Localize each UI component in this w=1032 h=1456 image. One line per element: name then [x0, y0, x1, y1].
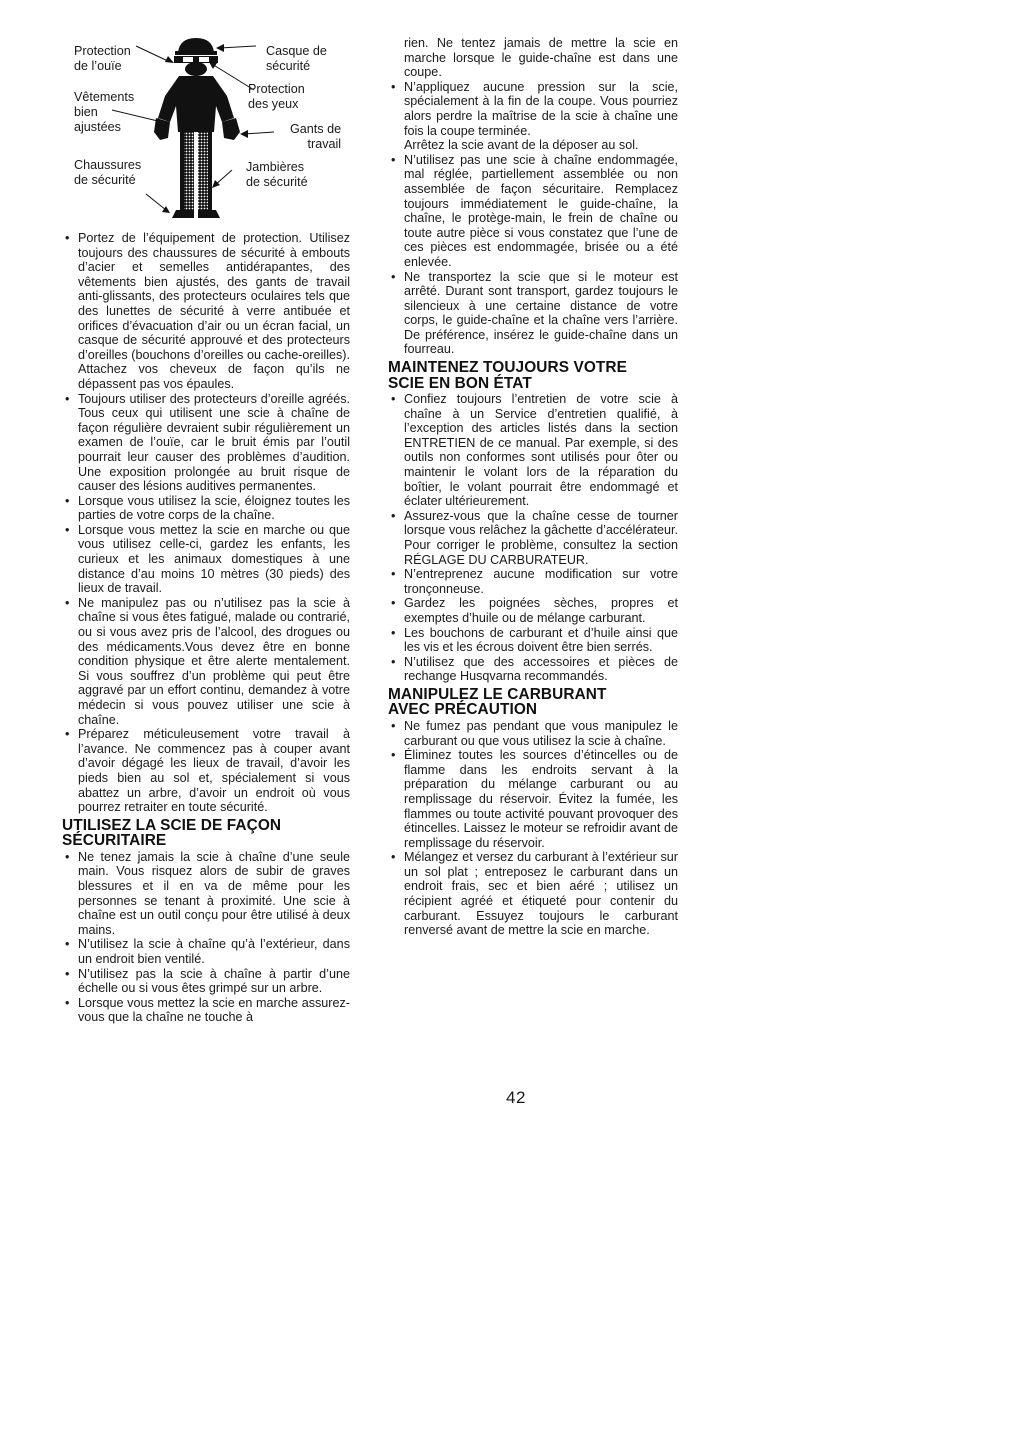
list-item: • N’utilisez pas une scie à chaîne endommagée, mal réglée, partiellement assemblée ou non assemblée de façon sécuritaire. Remplacez toujours immédiatement le guide-chaîne, la chaîne, le protège-main, le frein de chaîne ou toute autre pièce si vous constatez que l’une de ces pièces est endommagée, brisée ou a été enlevée.: [388, 153, 678, 270]
safety-equipment-figure: [62, 36, 350, 226]
list-item: • Lorsque vous utilisez la scie, éloignez toutes les parties de votre corps de la chaîne.: [62, 494, 350, 523]
fuel-handling-bullet-list: [388, 719, 678, 938]
list-item: • Ne tenez jamais la scie à chaîne d’une seule main. Vous risquez alors de subir de graves blessures et il en va de même pour les personnes se tenant à proximité. Une scie à chaîne est un outil conçu pour être utilisé à deux mains.: [62, 850, 350, 938]
label-safety-leggings: Jambières de sécurité: [246, 160, 308, 189]
label-hearing-protection: Protection de l’ouïe: [74, 44, 131, 73]
section-heading-maintenance: MAINTENEZ TOUJOURS VOTRE SCIE EN BON ÉTAT: [388, 359, 627, 392]
list-item: • Lorsque vous mettez la scie en marche assurez-vous que la chaîne ne touche à: [62, 996, 350, 1025]
label-safety-boots: Chaussures de sécurité: [74, 158, 142, 187]
list-item: • N’utilisez la scie à chaîne qu’à l’extérieur, dans un endroit bien ventilé.: [62, 937, 350, 966]
continued-text: rien. Ne tentez jamais de mettre la scie en marche lorsque le guide-chaîne est dans une coupe.: [404, 36, 678, 80]
list-item: • Portez de l’équipement de protection. Utilisez toujours des chaussures de sécurité à embouts d’acier et semelles antidérapantes, des vêtements bien ajustés, des gants de travail anti-glissants, des protecteurs oculaires tels que des lunettes de sécurité à verre antibuée et orifices d’évacuation d’air ou un écran facial, un casque de sécurité approuvé et des protecteurs d’oreilles (bouchons d’oreilles ou cache-oreilles). Attachez vos cheveux de façon qu’ils ne dépassent pas vos épaules.: [62, 231, 350, 392]
list-item: • Ne transportez la scie que si le moteur est arrêté. Durant sont transport, gardez toujours le silencieux à une certaine distance de votre corps, le guide-chaîne et la chaîne vers l’arrière. De préférence, insérez le guide-chaîne dans un fourreau.: [388, 270, 678, 358]
list-item: • Assurez-vous que la chaîne cesse de tourner lorsque vous relâchez la gâchette d’accélérateur. Pour corriger le problème, consultez la section RÉGLAGE DU CARBURATEUR.: [388, 509, 678, 567]
safety-gear-bullet-list: [62, 231, 350, 815]
label-work-gloves: Gants de travail: [290, 122, 342, 151]
list-item: • Toujours utiliser des protecteurs d’oreille agréés. Tous ceux qui utilisent une scie à chaîne de façon régulière devraient subir régulièrement un examen de l’ouïe, car le bruit émis par l’outil pourrait leur causer des problèmes d’audition. Une exposition prolongée au bruit risque de causer des lésions auditives permanentes.: [62, 392, 350, 494]
list-item: • N’appliquez aucune pression sur la scie, spécialement à la fin de la coupe. Vous pourriez alors perdre la maîtrise de la scie à chaîne une fois la coupe terminée.: [388, 80, 678, 138]
safe-use-bullet-list: [62, 850, 350, 1025]
sub-note: Arrêtez la scie avant de la déposer au sol.: [404, 138, 639, 153]
list-item: • N’entreprenez aucune modification sur votre tronçonneuse.: [388, 567, 678, 596]
label-eye-protection: Protection des yeux: [248, 82, 305, 111]
list-item: • Ne fumez pas pendant que vous manipulez le carburant ou que vous utilisez la scie à chaîne.: [388, 719, 678, 748]
list-item: • Ne manipulez pas ou n’utilisez pas la scie à chaîne si vous êtes fatigué, malade ou contrarié, ou si vous avez pris de l’alcool, des drogues ou des médicaments.Vous devez être en bonne condition physique et être alerte mentalement. Si vous souffrez d’un problème qui peut être aggravé par un effort continu, demandez à votre médecin si vous pouvez utiliser une scie à chaîne.: [62, 596, 350, 727]
list-item: • N’utilisez que des accessoires et pièces de rechange Husqvarna recommandés.: [388, 655, 678, 684]
list-item: • Lorsque vous mettez la scie en marche ou que vous utilisez celle-ci, gardez les enfants, les curieux et les animaux domestiques à une distance d’au moins 10 mètres (30 pieds) des lieux de travail.: [62, 523, 350, 596]
label-fitted-clothing: Vêtements bien ajustées: [74, 90, 135, 134]
section-heading-safe-use: UTILISEZ LA SCIE DE FAÇON SÉCURITAIRE: [62, 816, 282, 850]
right-column: [388, 36, 678, 938]
label-safety-helmet: Casque de sécurité: [266, 44, 327, 73]
list-item: • Préparez méticuleusement votre travail à l’avance. Ne commencez pas à couper avant d’avoir dégagé les lieux de travail, d’avoir les pieds bien au sol et, spécialement si vous abattez un arbre, d’avoir un endroit où vous pourrez retraiter en toute sécurité.: [62, 727, 350, 815]
section-heading-fuel-handling: MANIPULEZ LE CARBURANT AVEC PRÉCAUTION: [388, 685, 607, 719]
list-item: • Confiez toujours l’entretien de votre scie à chaîne à un Service d’entretien qualifié, à l’exception des articles listés dans la section ENTRETIEN de ce manual. Par exemple, si des outils non conformes sont utilisés pour ôter ou maintenir le volant lors de la réparation du boîtier, le volant pourrait être endommagé et éclater ultérieurement.: [388, 392, 678, 509]
left-column: [62, 36, 350, 1025]
safe-use-bullet-list-more: [388, 153, 678, 357]
safe-use-bullet-list-continued: [388, 80, 678, 138]
list-item: • Gardez les poignées sèches, propres et exemptes d’huile ou de mélange carburant.: [388, 596, 678, 625]
list-item: • Éliminez toutes les sources d’étincelles ou de flamme dans les endroits servant à la préparation du mélange carburant ou au remplissage du réservoir. Évitez la fumée, les flammes ou toute activité pouvant provoquer des étincelles. Laissez le moteur se refroidir avant de remplissage du réservoir.: [388, 748, 678, 850]
maintenance-bullet-list: [388, 392, 678, 684]
list-item: • Les bouchons de carburant et d’huile ainsi que les vis et les écrous doivent être bien serrés.: [388, 626, 678, 655]
list-item: • Mélangez et versez du carburant à l’extérieur sur un sol plat ; entreposez le carburant dans un endroit frais, sec et bien aéré ; utilisez un récipient agréé et étiqueté pour contenir du carburant. Essuyez toujours le carburant renversé avant de mettre la scie en marche.: [388, 850, 678, 938]
page-number: 42: [506, 1088, 526, 1107]
list-item: • N’utilisez pas la scie à chaîne à partir d’une échelle ou si vous êtes grimpé sur un arbre.: [62, 967, 350, 996]
